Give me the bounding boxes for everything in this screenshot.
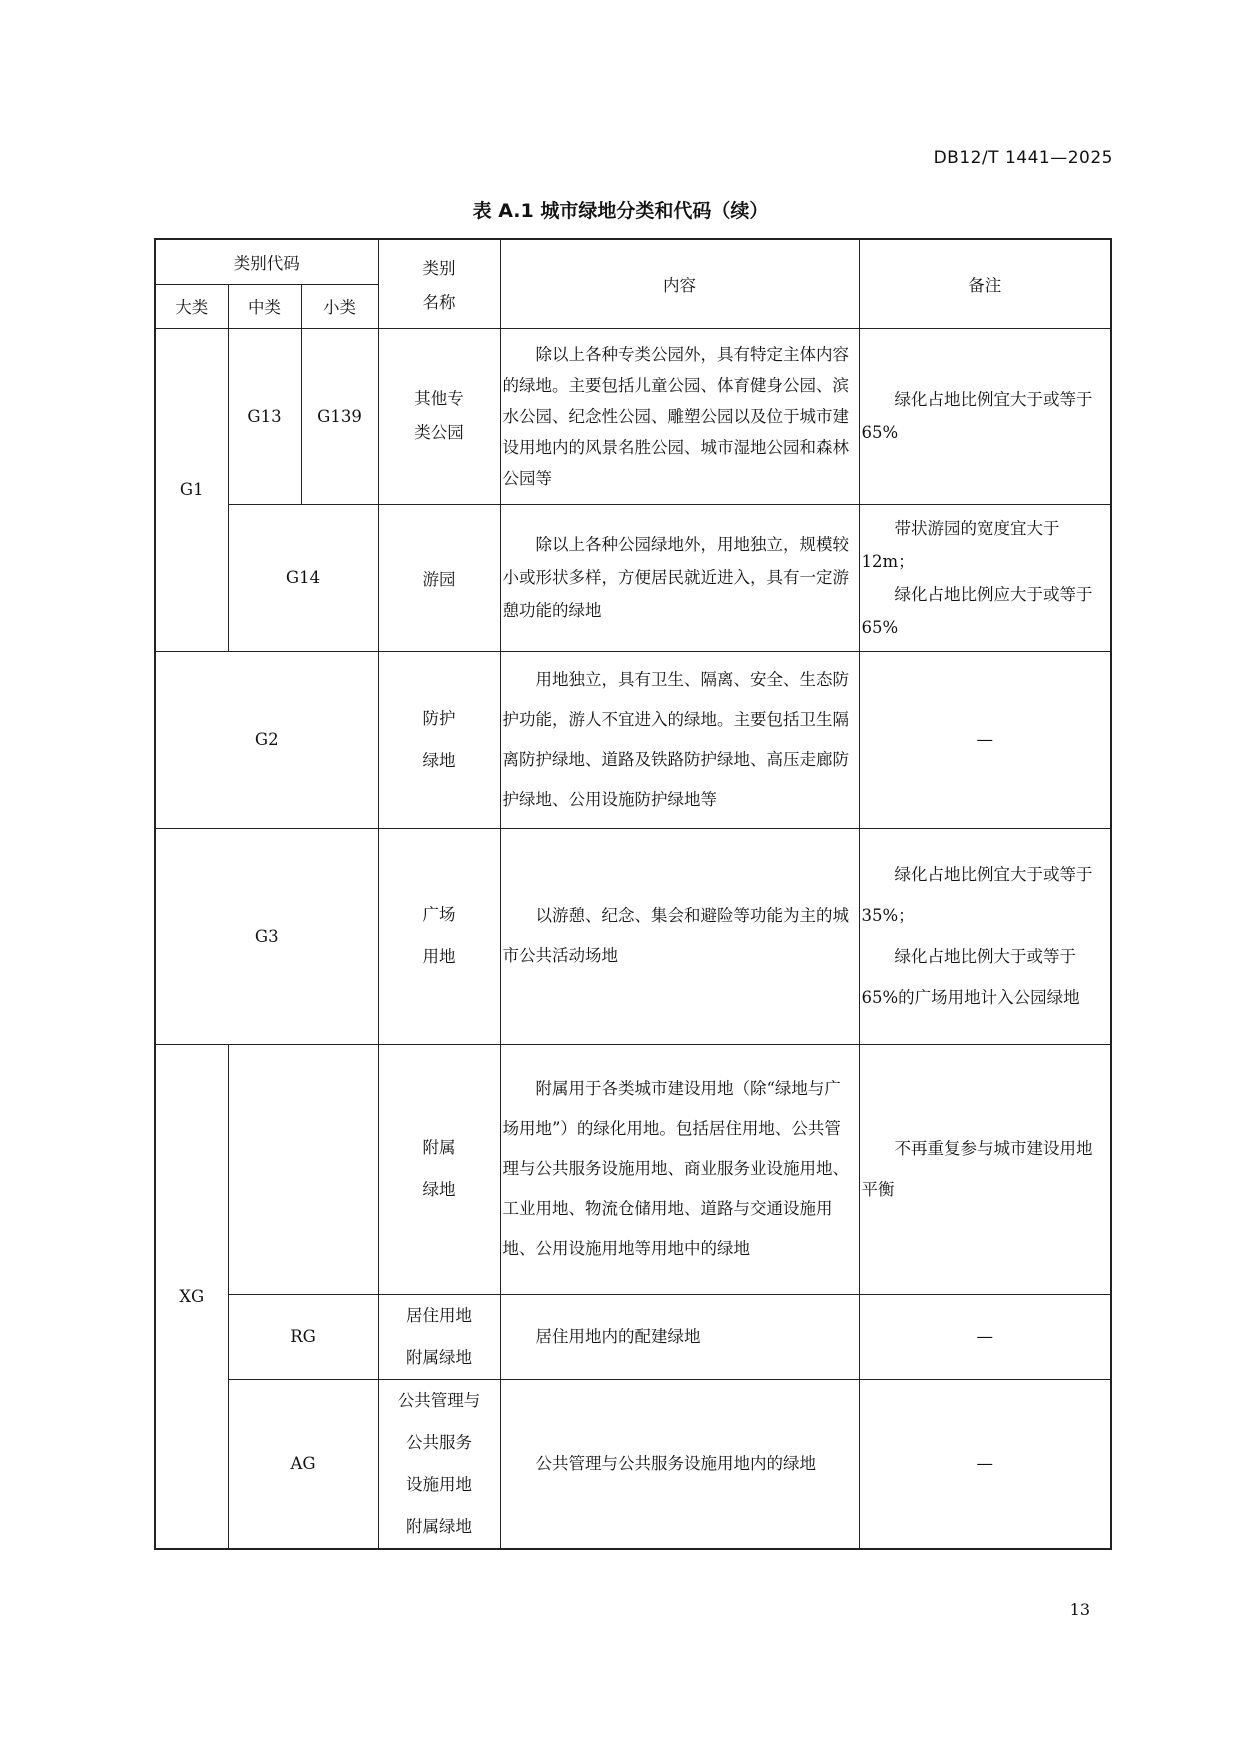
cell-note: — (859, 1294, 1111, 1379)
cell-code: G2 (155, 651, 378, 828)
cell-name: 游园 (378, 504, 500, 651)
header-medium: 中类 (228, 284, 301, 328)
page-number: 13 (1069, 1600, 1090, 1619)
cell-note-line1: 绿化占地比例宜大于或等于35%； (861, 865, 1093, 925)
cell-name-line2: 用地 (422, 947, 456, 966)
cell-major: XG (155, 1044, 228, 1549)
table-row (155, 1379, 1111, 1549)
header-note: 备注 (859, 239, 1111, 328)
cell-name-line2: 绿地 (422, 1180, 456, 1199)
cell-code: RG (228, 1294, 378, 1379)
cell-note-text: 绿化占地比例宜大于或等于65% (861, 390, 1093, 442)
header-code-group: 类别代码 (155, 239, 378, 284)
cell-name-line1: 居住用地 (406, 1305, 472, 1325)
green-space-classification-table (154, 238, 1112, 1550)
cell-note-line2: 绿化占地比例应大于或等于65% (861, 584, 1093, 637)
cell-name (378, 828, 500, 1044)
cell-content: 居住用地内的配建绿地 (500, 1294, 859, 1379)
header-name-line1: 类别 (422, 258, 456, 278)
header-content: 内容 (500, 239, 859, 328)
cell-name-line1: 广场 (422, 905, 456, 924)
cell-note: — (859, 1379, 1111, 1549)
cell-name-line4: 附属绿地 (406, 1516, 472, 1536)
cell-name-line2: 公共服务 (406, 1432, 472, 1452)
table-row (155, 651, 1111, 828)
cell-note (859, 1044, 1111, 1294)
cell-note-line2: 绿化占地比例大于或等于65%的广场用地计入公园绿地 (861, 947, 1080, 1007)
header-name (378, 239, 500, 328)
table-title: 表 A.1 城市绿地分类和代码（续） (472, 200, 769, 222)
cell-note-text: 不再重复参与城市建设用地平衡 (861, 1139, 1093, 1199)
cell-content: 公共管理与公共服务设施用地内的绿地 (500, 1379, 859, 1549)
cell-code: G3 (155, 828, 378, 1044)
table-row (155, 1044, 1111, 1294)
cell-name-line1: 公共管理与 (397, 1390, 481, 1410)
cell-content: 用地独立，具有卫生、隔离、安全、生态防护功能，游人不宜进入的绿地。主要包括卫生隔离防护绿地、道路及铁路防护绿地、高压走廊防护绿地、公用设施防护绿地等 (500, 651, 859, 828)
cell-medium: G13 (228, 328, 301, 504)
standard-code: DB12/T 1441—2025 (933, 148, 1113, 168)
table-row (155, 328, 1111, 504)
header-major: 大类 (155, 284, 228, 328)
cell-code-empty (228, 1044, 378, 1294)
cell-content: 除以上各种公园绿地外，用地独立，规模较小或形状多样，方便居民就近进入，具有一定游憩功能的绿地 (500, 504, 859, 651)
cell-name (378, 1294, 500, 1379)
table-row (155, 828, 1111, 1044)
cell-minor: G139 (301, 328, 378, 504)
cell-content: 以游憩、纪念、集会和避险等功能为主的城市公共活动场地 (500, 828, 859, 1044)
cell-major: G1 (155, 328, 228, 651)
cell-name (378, 1044, 500, 1294)
cell-name-line1: 附属 (422, 1138, 456, 1157)
cell-name-line2: 附属绿地 (406, 1347, 472, 1367)
cell-name (378, 651, 500, 828)
header-row-1 (155, 239, 1111, 284)
cell-note (859, 504, 1111, 651)
cell-code: AG (228, 1379, 378, 1549)
cell-name-line1: 防护 (422, 708, 456, 728)
cell-note (859, 328, 1111, 504)
cell-name-line1: 其他专 (414, 389, 464, 408)
cell-content: 除以上各种专类公园外，具有特定主体内容的绿地。主要包括儿童公园、体育健身公园、滨水公园、纪念性公园、雕塑公园以及位于城市建设用地内的风景名胜公园、城市湿地公园和森林公园等 (500, 328, 859, 504)
cell-name (378, 1379, 500, 1549)
cell-content: 附属用于各类城市建设用地（除“绿地与广场用地”）的绿化用地。包括居住用地、公共管理与公共服务设施用地、商业服务业设施用地、工业用地、物流仓储用地、道路与交通设施用地、公用设施用地等用地中的绿地 (500, 1044, 859, 1294)
header-name-line2: 名称 (422, 292, 456, 312)
cell-note (859, 828, 1111, 1044)
header-minor: 小类 (301, 284, 378, 328)
cell-name-line2: 类公园 (414, 423, 464, 442)
table-row (155, 504, 1111, 651)
cell-note: — (859, 651, 1111, 828)
cell-name (378, 328, 500, 504)
cell-note-line1: 带状游园的宽度宜大于12m； (861, 518, 1060, 571)
cell-code: G14 (228, 504, 378, 651)
cell-name-line2: 绿地 (422, 750, 456, 770)
cell-name-line3: 设施用地 (406, 1474, 472, 1494)
table-row (155, 1294, 1111, 1379)
